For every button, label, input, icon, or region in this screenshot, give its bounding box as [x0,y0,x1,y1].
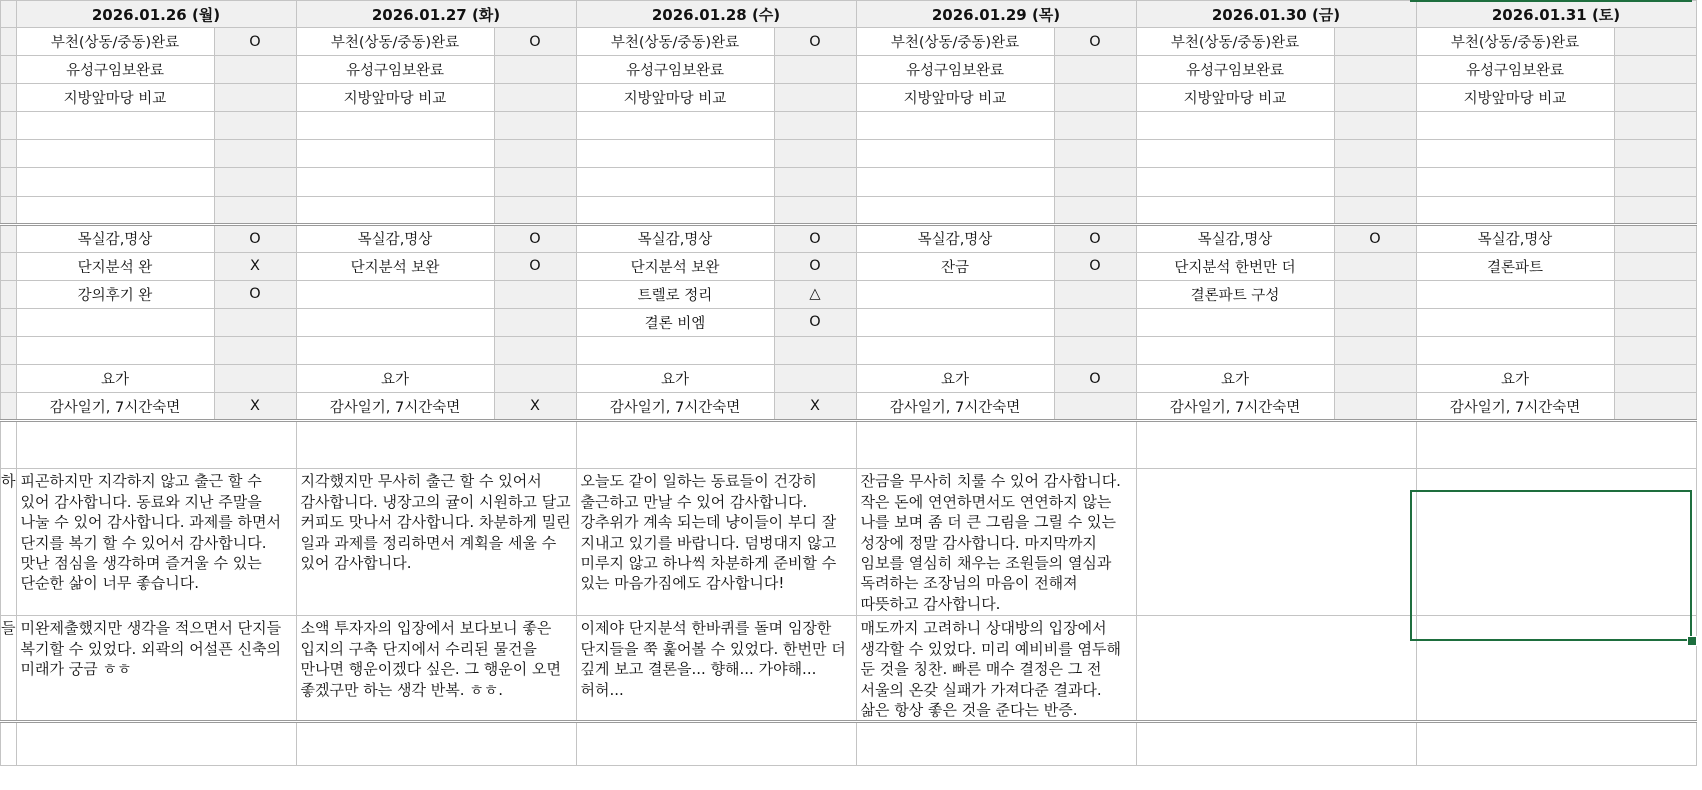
row-stub[interactable] [1,365,17,393]
status-mark-cell[interactable] [214,168,296,196]
task-row [1,252,1697,280]
task-cell[interactable] [1136,337,1334,365]
empty-cell[interactable] [296,722,576,766]
empty-cell[interactable] [1136,421,1416,469]
status-mark-cell[interactable] [214,308,296,336]
status-mark-cell[interactable] [1334,252,1416,280]
status-mark-cell[interactable] [1054,308,1136,336]
status-mark-cell[interactable] [494,168,576,196]
empty-cell[interactable] [856,421,1136,469]
task-cell[interactable]: 요가 [576,365,774,393]
status-mark-cell[interactable]: O [774,308,856,336]
empty-cell[interactable] [1136,722,1416,766]
status-mark-cell[interactable] [774,196,856,224]
task-cell[interactable]: 요가 [296,365,494,393]
row-stub[interactable] [1,168,17,196]
status-mark-cell[interactable] [1614,224,1696,252]
status-mark-cell[interactable]: O [774,224,856,252]
status-mark-cell[interactable]: O [1054,224,1136,252]
task-row [1,196,1697,224]
task-cell[interactable]: 요가 [856,365,1054,393]
empty-row [1,722,1697,766]
status-mark-cell[interactable] [1614,393,1696,421]
empty-cell[interactable] [1416,722,1696,766]
task-cell[interactable] [856,337,1054,365]
empty-cell[interactable] [1416,421,1696,469]
status-mark-cell[interactable] [1054,84,1136,112]
task-cell[interactable] [856,196,1054,224]
status-mark-cell[interactable] [494,140,576,168]
status-mark-cell[interactable] [494,365,576,393]
task-cell[interactable]: 지방앞마당 비교 [856,84,1054,112]
row-stub[interactable] [1,140,17,168]
task-cell[interactable] [16,112,214,140]
task-cell[interactable]: 목실감,명상 [1136,224,1334,252]
status-mark-cell[interactable] [1614,28,1696,56]
status-mark-cell[interactable] [1334,280,1416,308]
date-header[interactable]: 2026.01.29 (목) [856,1,1136,28]
task-cell[interactable]: 목실감,명상 [1416,224,1614,252]
date-header[interactable]: 2026.01.30 (금) [1136,1,1416,28]
task-cell[interactable] [576,140,774,168]
task-row [1,140,1697,168]
gratitude-note-cell[interactable]: 지각했지만 무사히 출근 할 수 있어서 감사합니다. 냉장고의 귤이 시원하고 달고 커피도 맛나서 감사합니다. 차분하게 밀린 일과 과제를 정리하면서 계획을 세울 수 있어 감사합니다. [296,469,576,616]
status-mark-cell[interactable] [494,112,576,140]
task-cell[interactable]: 단지분석 완 [16,252,214,280]
task-cell[interactable] [856,280,1054,308]
task-row [1,308,1697,336]
task-cell[interactable] [856,140,1054,168]
task-cell[interactable] [1416,280,1614,308]
status-mark-cell[interactable] [1054,337,1136,365]
task-cell[interactable] [16,337,214,365]
task-cell[interactable]: 결론파트 구성 [1136,280,1334,308]
status-mark-cell[interactable]: O [214,28,296,56]
task-cell[interactable] [576,112,774,140]
status-mark-cell[interactable]: O [494,252,576,280]
status-mark-cell[interactable] [494,308,576,336]
status-mark-cell[interactable] [1334,84,1416,112]
task-cell[interactable]: 감사일기, 7시간숙면 [16,393,214,421]
empty-cell[interactable] [576,421,856,469]
task-cell[interactable] [296,140,494,168]
task-row [1,56,1697,84]
status-mark-cell[interactable] [1614,365,1696,393]
status-mark-cell[interactable]: O [1054,365,1136,393]
date-header[interactable]: 2026.01.27 (화) [296,1,576,28]
task-cell[interactable] [296,308,494,336]
task-cell[interactable]: 요가 [1416,365,1614,393]
status-mark-cell[interactable] [1334,140,1416,168]
row-stub[interactable] [1,196,17,224]
task-cell[interactable]: 유성구임보완료 [856,56,1054,84]
daily-review-row [1,616,1697,722]
selected-column-indicator [1410,0,1692,2]
task-cell[interactable] [1416,308,1614,336]
spacer-row [1,421,1697,469]
status-mark-cell[interactable] [214,365,296,393]
task-cell[interactable]: 부천(상동/중동)완료 [296,28,494,56]
task-cell[interactable]: 감사일기, 7시간숙면 [1416,393,1614,421]
review-note-cell[interactable]: 이제야 단지분석 한바퀴를 돌며 임장한 단지들을 쭉 훑어볼 수 있었다. 한번만 더 깊게 보고 결론을... 향해... 가야해... 허허... [576,616,856,722]
status-mark-cell[interactable]: O [1054,28,1136,56]
status-mark-cell[interactable] [1054,280,1136,308]
task-cell[interactable]: 지방앞마당 비교 [1136,84,1334,112]
task-cell[interactable]: 유성구임보완료 [1416,56,1614,84]
status-mark-cell[interactable] [214,112,296,140]
status-mark-cell[interactable] [1614,168,1696,196]
status-mark-cell[interactable] [774,365,856,393]
status-mark-cell[interactable] [214,337,296,365]
status-mark-cell[interactable]: O [1334,224,1416,252]
task-cell[interactable] [296,280,494,308]
status-mark-cell[interactable] [1054,393,1136,421]
row-stub[interactable] [1,421,17,469]
task-row [1,393,1697,421]
gratitude-note-cell[interactable]: 잔금을 무사히 치룰 수 있어 감사합니다. 작은 돈에 연연하면서도 연연하지 않는 나를 보며 좀 더 큰 그림을 그릴 수 있는 성장에 정말 감사합니다. 마지막까지 임보를 열심히 채우는 조원들의 열심과 독려하는 조장님의 마음이 전해져 따뜻하고 감사합니다. [856,469,1136,616]
status-mark-cell[interactable] [774,84,856,112]
review-note-cell[interactable]: 매도까지 고려하니 상대방의 입장에서 생각할 수 있었다. 미리 예비비를 염두해 둔 것을 칭찬. 빠른 매수 결정은 그 전 서울의 온갖 실패가 가져다준 결과다. 삶은 항상 좋은 것을 준다는 반증. [856,616,1136,722]
task-cell[interactable]: 유성구임보완료 [576,56,774,84]
status-mark-cell[interactable] [1054,196,1136,224]
task-cell[interactable] [1136,196,1334,224]
status-mark-cell[interactable]: O [494,28,576,56]
task-cell[interactable] [16,140,214,168]
task-cell[interactable] [856,308,1054,336]
status-mark-cell[interactable] [494,337,576,365]
status-mark-cell[interactable] [494,84,576,112]
gratitude-note-cell[interactable]: 오늘도 같이 일하는 동료들이 건강히 출근하고 만날 수 있어 감사합니다. 강추위가 계속 되는데 냥이들이 부디 잘 지내고 있기를 바랍니다. 덤벙대지 않고 미루지 않고 하나씩 차분하게 준비할 수 있는 마음가짐에도 감사합니다! [576,469,856,616]
gratitude-note-cell[interactable]: 피곤하지만 지각하지 않고 출근 할 수 있어 감사합니다. 동료와 지난 주말을 나눌 수 있어 감사합니다. 과제를 하면서 단지를 복기 할 수 있어서 감사합니다. 맛난 점심을 생각하며 즐거울 수 있는 단순한 삶이 너무 좋습니다. [16,469,296,616]
status-mark-cell[interactable] [1334,337,1416,365]
status-mark-cell[interactable]: X [774,393,856,421]
status-mark-cell[interactable]: △ [774,280,856,308]
task-cell[interactable] [1136,308,1334,336]
review-note-cell[interactable] [1136,616,1416,722]
status-mark-cell[interactable] [214,196,296,224]
status-mark-cell[interactable] [774,168,856,196]
task-row [1,112,1697,140]
row-stub[interactable] [1,308,17,336]
task-cell[interactable] [576,168,774,196]
task-row [1,337,1697,365]
status-mark-cell[interactable] [1614,56,1696,84]
status-mark-cell[interactable] [1334,112,1416,140]
status-mark-cell[interactable]: X [214,393,296,421]
row-stub[interactable] [1,224,17,252]
empty-cell[interactable] [576,722,856,766]
row-stub[interactable]: 하 [1,469,17,616]
row-stub[interactable] [1,722,17,766]
status-mark-cell[interactable]: O [774,252,856,280]
row-stub[interactable] [1,56,17,84]
task-cell[interactable] [576,337,774,365]
row-stub[interactable] [1,84,17,112]
task-row [1,224,1697,252]
review-note-cell[interactable] [1416,616,1696,722]
task-cell[interactable]: 감사일기, 7시간숙면 [1136,393,1334,421]
task-cell[interactable] [296,337,494,365]
review-note-cell[interactable]: 미완제출했지만 생각을 적으면서 단지들 복기할 수 있었다. 외곽의 어설픈 신축의 미래가 궁금 ㅎㅎ [16,616,296,722]
task-cell[interactable]: 목실감,명상 [576,224,774,252]
status-mark-cell[interactable]: O [774,28,856,56]
task-cell[interactable]: 부천(상동/중동)완료 [576,28,774,56]
row-stub[interactable] [1,393,17,421]
task-cell[interactable] [296,168,494,196]
gratitude-note-cell[interactable] [1416,469,1696,616]
task-cell[interactable]: 잔금 [856,252,1054,280]
fill-handle[interactable] [1687,636,1697,646]
task-cell[interactable]: 결론 비엠 [576,308,774,336]
date-header[interactable]: 2026.01.26 (월) [16,1,296,28]
status-mark-cell[interactable] [214,140,296,168]
status-mark-cell[interactable]: O [214,280,296,308]
status-mark-cell[interactable]: X [494,393,576,421]
task-row [1,168,1697,196]
status-mark-cell[interactable] [774,337,856,365]
status-mark-cell[interactable] [1614,84,1696,112]
task-cell[interactable] [1416,337,1614,365]
task-row [1,280,1697,308]
task-cell[interactable] [856,112,1054,140]
task-cell[interactable]: 트렐로 정리 [576,280,774,308]
task-cell[interactable]: 유성구임보완료 [16,56,214,84]
task-cell[interactable] [1416,196,1614,224]
empty-cell[interactable] [856,722,1136,766]
task-cell[interactable] [16,196,214,224]
status-mark-cell[interactable] [494,196,576,224]
task-cell[interactable]: 부천(상동/중동)완료 [16,28,214,56]
status-mark-cell[interactable] [214,56,296,84]
task-cell[interactable]: 목실감,명상 [16,224,214,252]
row-stub[interactable] [1,28,17,56]
task-cell[interactable]: 지방앞마당 비교 [576,84,774,112]
empty-cell[interactable] [16,421,296,469]
task-cell[interactable] [1136,112,1334,140]
status-mark-cell[interactable] [1614,112,1696,140]
status-mark-cell[interactable] [494,280,576,308]
task-row [1,28,1697,56]
task-cell[interactable] [1136,168,1334,196]
status-mark-cell[interactable] [1614,280,1696,308]
task-cell[interactable]: 강의후기 완 [16,280,214,308]
status-mark-cell[interactable] [1614,337,1696,365]
review-note-cell[interactable]: 소액 투자자의 입장에서 보다보니 좋은 입지의 구축 단지에서 수리된 물건을 만나면 행운이겠다 싶은. 그 행운이 오면 좋겠구만 하는 생각 반복. ㅎㅎ. [296,616,576,722]
date-header[interactable]: 2026.01.31 (토) [1416,1,1696,28]
task-cell[interactable] [1416,168,1614,196]
task-cell[interactable]: 부천(상동/중동)완료 [856,28,1054,56]
status-mark-cell[interactable] [1334,393,1416,421]
status-mark-cell[interactable] [774,56,856,84]
empty-cell[interactable] [296,421,576,469]
task-cell[interactable]: 결론파트 [1416,252,1614,280]
task-cell[interactable]: 유성구임보완료 [1136,56,1334,84]
status-mark-cell[interactable] [1614,196,1696,224]
task-cell[interactable] [296,196,494,224]
date-header-row [1,1,1697,28]
status-mark-cell[interactable] [1054,56,1136,84]
row-stub[interactable] [1,112,17,140]
task-row [1,84,1697,112]
status-mark-cell[interactable]: O [214,224,296,252]
task-cell[interactable]: 감사일기, 7시간숙면 [296,393,494,421]
task-cell[interactable] [1136,140,1334,168]
row-stub[interactable] [1,280,17,308]
status-mark-cell[interactable] [1334,56,1416,84]
task-cell[interactable]: 감사일기, 7시간숙면 [576,393,774,421]
date-header[interactable]: 2026.01.28 (수) [576,1,856,28]
status-mark-cell[interactable] [494,56,576,84]
status-mark-cell[interactable] [1334,28,1416,56]
task-cell[interactable] [1416,112,1614,140]
status-mark-cell[interactable] [1334,168,1416,196]
status-mark-cell[interactable] [1614,308,1696,336]
task-cell[interactable] [1416,140,1614,168]
task-cell[interactable] [576,196,774,224]
status-mark-cell[interactable] [1334,308,1416,336]
task-cell[interactable]: 지방앞마당 비교 [16,84,214,112]
status-mark-cell[interactable]: O [1054,252,1136,280]
status-mark-cell[interactable] [1054,168,1136,196]
task-cell[interactable]: 목실감,명상 [296,224,494,252]
task-cell[interactable]: 지방앞마당 비교 [1416,84,1614,112]
task-cell[interactable]: 단지분석 보완 [296,252,494,280]
task-cell[interactable] [856,168,1054,196]
task-cell[interactable]: 부천(상동/중동)완료 [1416,28,1614,56]
row-stub[interactable]: 들 [1,616,17,722]
empty-cell[interactable] [16,722,296,766]
status-mark-cell[interactable] [1334,196,1416,224]
row-stub[interactable] [1,252,17,280]
status-mark-cell[interactable] [214,84,296,112]
gratitude-note-cell[interactable] [1136,469,1416,616]
gratitude-journal-row [1,469,1697,616]
row-stub[interactable] [1,337,17,365]
task-cell[interactable]: 부천(상동/중동)완료 [1136,28,1334,56]
task-cell[interactable]: 유성구임보완료 [296,56,494,84]
status-mark-cell[interactable] [1614,140,1696,168]
task-cell[interactable] [16,168,214,196]
task-cell[interactable]: 단지분석 보완 [576,252,774,280]
status-mark-cell[interactable] [774,112,856,140]
status-mark-cell[interactable] [1054,112,1136,140]
status-mark-cell[interactable] [1614,252,1696,280]
status-mark-cell[interactable]: O [494,224,576,252]
task-cell[interactable]: 목실감,명상 [856,224,1054,252]
task-cell[interactable]: 감사일기, 7시간숙면 [856,393,1054,421]
task-row [1,365,1697,393]
task-cell[interactable]: 요가 [1136,365,1334,393]
status-mark-cell[interactable] [1334,365,1416,393]
row-stub[interactable] [1,1,17,28]
task-cell[interactable] [296,112,494,140]
task-cell[interactable]: 지방앞마당 비교 [296,84,494,112]
status-mark-cell[interactable]: X [214,252,296,280]
status-mark-cell[interactable] [774,140,856,168]
task-cell[interactable]: 단지분석 한번만 더 [1136,252,1334,280]
task-cell[interactable] [16,308,214,336]
task-cell[interactable]: 요가 [16,365,214,393]
status-mark-cell[interactable] [1054,140,1136,168]
